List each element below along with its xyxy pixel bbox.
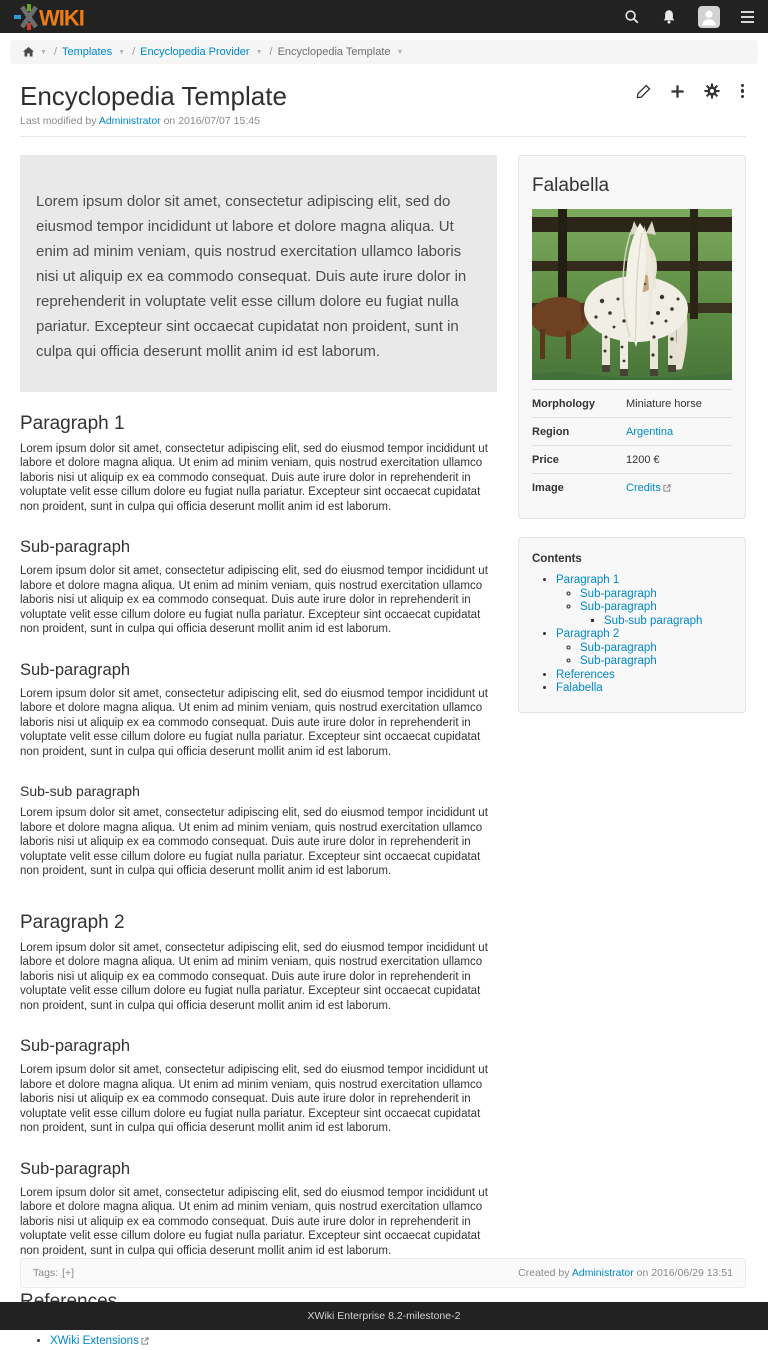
search-icon [624, 9, 640, 25]
section-body: Lorem ipsum dolor sit amet, consectetur adipiscing elit, sed do eiusmod tempor incididunt ut labore et dolore magna aliqua. Ut enim ad minim veniam, quis nostrud exercitation ullamco laboris nisi ut aliquip ex ea commodo consequat. Duis aute irure dolor in reprehenderit in voluptate velit esse cillum dolore eu fugiat nulla pariatur. Excepteur sint occaecat cupidatat non proident, sunt in culpa qui officia deserunt mollit anim id est laborum. [20, 807, 488, 878]
list-item [556, 682, 732, 694]
toc-link-paragraph-2[interactable]: Paragraph 2 [556, 628, 620, 640]
table-of-contents [532, 574, 732, 694]
logo-wordmark: WIKI [39, 5, 84, 30]
table-row: Image Credits [532, 474, 732, 503]
section-heading-paragraph-2: Paragraph 2 [20, 911, 125, 933]
tags-label: Tags: [33, 1267, 59, 1279]
toc-link-sub-paragraph[interactable]: Sub-paragraph [580, 655, 657, 667]
list-item [556, 574, 732, 627]
section-body: Lorem ipsum dolor sit amet, consectetur adipiscing elit, sed do eiusmod tempor incididunt ut labore et dolore magna aliqua. Ut enim ad minim veniam, quis nostrud exercitation ullamco laboris nisi ut aliquip ex ea commodo consequat. Duis aute irure dolor in reprehenderit in voluptate velit esse cillum dolore eu fugiat nulla pariatur. Excepteur sint occaecat cupidatat non proident, sunt in culpa qui officia deserunt mollit anim id est laborum. [20, 687, 488, 758]
list-item [556, 669, 732, 681]
section-body: Lorem ipsum dolor sit amet, consectetur adipiscing elit, sed do eiusmod tempor incididunt ut labore et dolore magna aliqua. Ut enim ad minim veniam, quis nostrud exercitation ullamco laboris nisi ut aliquip ex ea commodo consequat. Duis aute irure dolor in reprehenderit in voluptate velit esse cillum dolore eu fugiat nulla pariatur. Excepteur sint occaecat cupidatat non proident, sunt in culpa qui officia deserunt mollit anim id est laborum. [20, 1064, 488, 1135]
table-row: Morphology Miniature horse [532, 390, 732, 418]
modified-author-link[interactable]: Administrator [98, 115, 161, 127]
plus-icon [670, 84, 685, 99]
hamburger-icon [741, 11, 754, 23]
section-body: Lorem ipsum dolor sit amet, consectetur adipiscing elit, sed do eiusmod tempor incididunt ut labore et dolore magna aliqua. Ut enim ad minim veniam, quis nostrud exercitation ullamco laboris nisi ut aliquip ex ea commodo consequat. Duis aute irure dolor in reprehenderit in voluptate velit esse cillum dolore eu fugiat nulla pariatur. Excepteur sint occaecat cupidatat non proident, sunt in culpa qui officia deserunt mollit anim id est laborum. [20, 442, 488, 513]
document-footer [20, 1258, 746, 1288]
right-sidebar [518, 155, 746, 713]
version-bar [0, 1302, 768, 1330]
chevron-down-icon: ▼ [396, 49, 404, 56]
infobox-table [532, 389, 732, 502]
list-item [604, 615, 732, 627]
top-navbar [0, 0, 768, 33]
version-text: XWiki Enterprise 8.2-milestone-2 [307, 1310, 461, 1322]
section-body: Lorem ipsum dolor sit amet, consectetur adipiscing elit, sed do eiusmod tempor incididunt ut labore et dolore magna aliqua. Ut enim ad minim veniam, quis nostrud exercitation ullamco laboris nisi ut aliquip ex ea commodo consequat. Duis aute irure dolor in reprehenderit in voluptate velit esse cillum dolore eu fugiat nulla pariatur. Excepteur sint occaecat cupidatat non proident, sunt in culpa qui officia deserunt mollit anim id est laborum. [20, 941, 488, 1012]
external-link-icon [141, 1337, 149, 1345]
section-heading-sub-paragraph: Sub-paragraph [20, 1037, 131, 1056]
external-link-icon [663, 484, 671, 492]
drawer-menu-button[interactable] [741, 11, 754, 23]
section-heading-sub-paragraph: Sub-paragraph [20, 538, 131, 557]
intro-box [20, 155, 497, 392]
avatar [698, 6, 720, 28]
created-author-link[interactable]: Administrator [571, 1267, 634, 1279]
table-row: Region Argentina [532, 418, 732, 446]
page-actions [636, 83, 746, 99]
document-content [20, 155, 497, 1350]
section-heading-paragraph-1: Paragraph 1 [20, 413, 125, 434]
contents-title: Contents [532, 553, 582, 565]
section-heading-sub-paragraph: Sub-paragraph [20, 660, 131, 679]
list-item [580, 601, 732, 627]
breadcrumb-item-templates[interactable]: Templates ▼ [62, 46, 126, 58]
last-modified: Last modified by Administrator on 2016/07/07 15:45 [20, 115, 260, 127]
toc-link-paragraph-1[interactable]: Paragraph 1 [556, 574, 620, 586]
section-body: Lorem ipsum dolor sit amet, consectetur adipiscing elit, sed do eiusmod tempor incididunt ut labore et dolore magna aliqua. Ut enim ad minim veniam, quis nostrud exercitation ullamco laboris nisi ut aliquip ex ea commodo consequat. Duis aute irure dolor in reprehenderit in voluptate velit esse cillum dolore eu fugiat nulla pariatur. Excepteur sint occaecat cupidatat non proident, sunt in culpa qui officia deserunt mollit anim id est laborum. [20, 1186, 488, 1257]
intro-text: Lorem ipsum dolor sit amet, consectetur adipiscing elit, sed do eiusmod tempor incididunt ut labore et dolore magna aliqua. Ut enim ad minim veniam, quis nostrud exercitation ullamco laboris nisi ut aliquip ex ea commodo consequat. Duis aute irure dolor in reprehenderit in voluptate velit esse cillum dolore eu fugiat nulla pariatur. Excepteur sint occaecat cupidatat non proident, sunt in culpa qui officia deserunt mollit anim id est laborum. [36, 193, 467, 360]
list-item [556, 628, 732, 667]
reference-link-xwiki-extensions[interactable]: XWiki Extensions [50, 1335, 139, 1347]
toc-link-sub-sub-paragraph[interactable]: Sub-sub paragraph [604, 614, 703, 627]
breadcrumb: ▼ / Templates ▼ / Encyclopedia Provider ▼ / Encyclopedia Template ▼ [10, 40, 758, 64]
toc-link-sub-paragraph[interactable]: Sub-paragraph [580, 641, 657, 654]
settings-button[interactable] [704, 83, 720, 99]
falabella-horse-image [532, 209, 732, 380]
section-heading-sub-sub-paragraph: Sub-sub paragraph [20, 783, 140, 800]
toc-link-references[interactable]: References [556, 668, 615, 681]
search-button[interactable] [624, 9, 640, 25]
list-item [580, 642, 732, 654]
contents-panel [518, 537, 746, 713]
list-item [580, 588, 732, 600]
breadcrumb-item-encyclopedia-provider[interactable]: Encyclopedia Provider ▼ [140, 46, 263, 58]
chevron-down-icon: ▼ [40, 49, 47, 56]
more-actions-button[interactable] [739, 84, 746, 99]
chevron-down-icon: ▼ [118, 49, 126, 56]
list-item [50, 1335, 497, 1348]
gear-icon [704, 83, 720, 99]
edit-button[interactable] [636, 84, 651, 99]
toc-link-sub-paragraph[interactable]: Sub-paragraph [580, 601, 657, 613]
breadcrumb-home[interactable] [23, 47, 49, 57]
toc-link-falabella[interactable]: Falabella [556, 682, 603, 694]
page-title: Encyclopedia Template [20, 81, 287, 111]
credits-link[interactable]: Credits [626, 481, 661, 494]
add-button[interactable] [670, 84, 685, 99]
chevron-down-icon: ▼ [255, 49, 263, 56]
navbar-actions [624, 6, 754, 28]
pencil-icon [636, 84, 651, 99]
user-avatar-button[interactable] [698, 6, 720, 28]
region-link[interactable]: Argentina [626, 425, 674, 438]
bell-icon [661, 9, 677, 25]
add-tag-button[interactable]: [+] [62, 1267, 75, 1279]
infobox-panel [518, 155, 746, 519]
created-info: Created by Administrator on 2016/06/29 13:51 [518, 1267, 733, 1279]
toc-link-sub-paragraph[interactable]: Sub-paragraph [580, 587, 657, 600]
breadcrumb-item-current[interactable]: Encyclopedia Template ▼ [277, 46, 404, 58]
section-heading-sub-paragraph: Sub-paragraph [20, 1159, 131, 1178]
home-icon [23, 47, 34, 57]
section-body: Lorem ipsum dolor sit amet, consectetur adipiscing elit, sed do eiusmod tempor incididunt ut labore et dolore magna aliqua. Ut enim ad minim veniam, quis nostrud exercitation ullamco laboris nisi ut aliquip ex ea commodo consequat. Duis aute irure dolor in reprehenderit in voluptate velit esse cillum dolore eu fugiat nulla pariatur. Excepteur sint occaecat cupidatat non proident, sunt in culpa qui officia deserunt mollit anim id est laborum. [20, 565, 488, 636]
header-divider [20, 136, 746, 137]
table-row: Price 1200 € [532, 446, 732, 474]
notifications-button[interactable] [661, 9, 677, 25]
list-item [580, 655, 732, 667]
xwiki-logo-icon [14, 4, 102, 30]
infobox-title: Falabella [532, 175, 610, 196]
kebab-icon [739, 84, 746, 99]
xwiki-logo[interactable] [14, 4, 102, 30]
